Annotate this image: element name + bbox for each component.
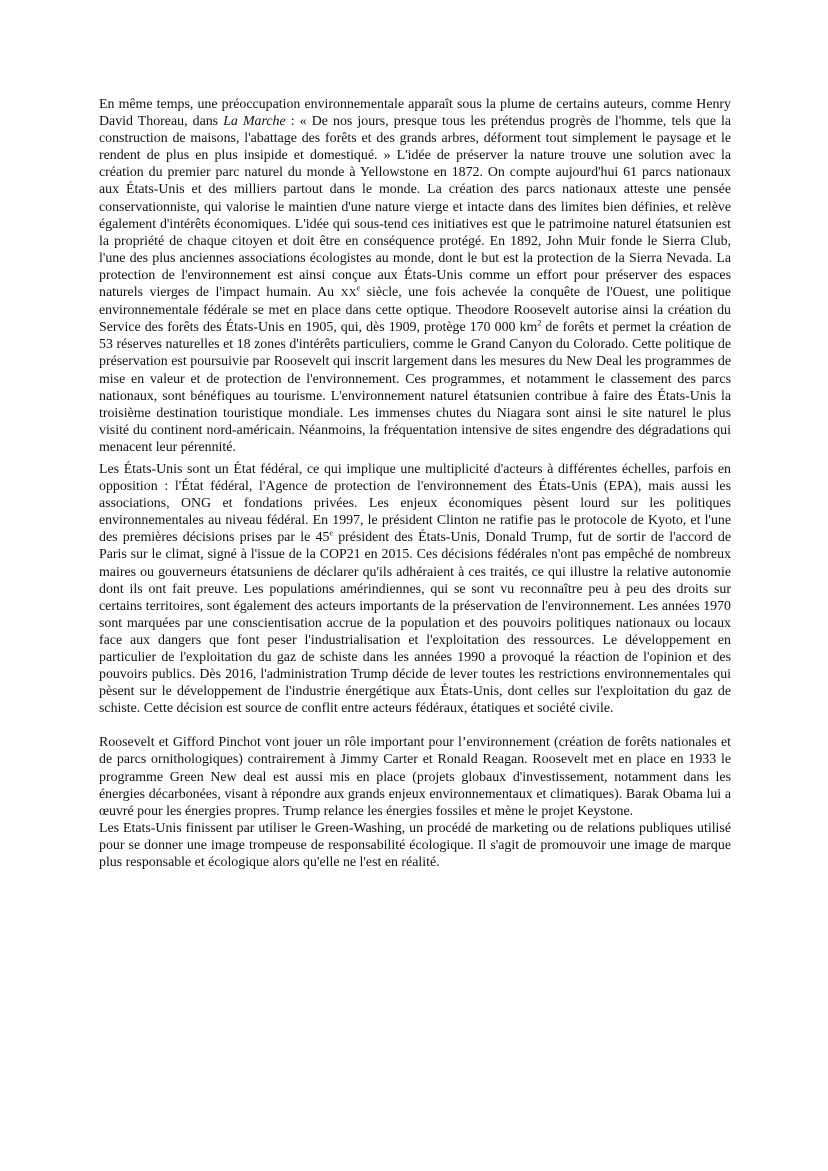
- paragraph-presidents: Roosevelt et Gifford Pinchot vont jouer un rôle important pour l’environnement (création de forêts nationales et de parcs ornithologiques) contrairement à Jimmy Carter et Ronald Reagan. Roosevelt met en place en 1933 le programme Green New deal est aussi mis en place (projets globaux d'investissement, notamment dans les énergies décarbonées, visant à répondre aux grands enjeux environnementaux et climatiques). Barak Obama lui a œuvré pour les énergies propres. Trump relance les énergies fossiles et mène le projet Keystone.: [99, 735, 731, 819]
- km-squared-superscript: 2: [537, 318, 542, 328]
- paragraph-spacer: [99, 717, 731, 734]
- century-superscript: e: [356, 283, 361, 293]
- paragraph-1-text-f: siècle, une fois achevée la conquête de l'Ouest, une politique environnementale fédérale se met en place dans cette optique. Theodore Roosevelt autorise ainsi la création du Service des forêts des États-Unis en 1905, qui, dès 1909, protège 170 000 km: [99, 285, 731, 336]
- paragraph-1-text-c: : « De nos jours, presque tous les prétendus progrès de l'homme, tels que la construction de maisons, l'abattage des forêts et des grands arbres, déforment tout simplement le paysage et le rendent de plus en plus insipide et domestiqué. » L'idée de préserver la nature trouve une solution avec la création du premier parc naturel du monde à Yellowstone en 1872. On compte aujourd'hui 61 parcs nationaux aux États-Unis et des milliers partout dans le monde. La création des parcs nationaux atteste une pensée conservationniste, qui valorise le maintien d'une nature vierge et intacte dans des limites bien définies, et relève également d'intérêts économiques. L'idée qui sous-tend ces initiatives est que le patrimoine naturel étatsunien est la propriété de chaque citoyen et doit être en conséquence protégé. En 1892, John Muir fonde le Sierra Club, l'une des plus anciennes associations écologistes au monde, dont le but est la protection de la Sierra Nevada. La protection de l'environnement est ainsi conçue aux États-Unis comme un effort pour préserver des espaces naturels vierges de l'impact humain. Au: [99, 114, 731, 301]
- document-page: [99, 96, 731, 871]
- paragraph-2-text-a: Les États-Unis sont un État fédéral, ce qui implique une multiplicité d'acteurs à différentes échelles, parfois en opposition : l'État fédéral, l'Agence de protection de l'environnement des États-Unis (EPA), mais aussi les associations, ONG et fondations privées. Les enjeux économiques pèsent lourd sur les politiques environnementales au niveau fédéral. En 1997, le président Clinton ne ratifie pas le protocole de Kyoto, et l'une des premières décisions prises par le 45: [99, 461, 731, 546]
- paragraph-2-text-c: président des États-Unis, Donald Trump, fut de sortir de l'accord de Paris sur le climat, signé à l'issue de la COP21 en 2015. Ces décisions fédérales n'ont pas empêché de nombreux maires ou gouverneurs étatsuniens de déclarer qu'ils adhéraient à ces traités, ce qui illustre la relative autonomie dont ils ont fait preuve. Les populations amérindiennes, qui se sont vu reconnaître peu à peu des droits sur certains territoires, sont également des acteurs importants de la préservation de l'environnement. Les années 1970 sont marquées par une conscientisation accrue de la population et des pouvoirs politiques nationaux ou locaux face aux dangers que font peser l'industrialisation et l'exploitation des ressources. Le développement en particulier de l'exploitation du gaz de schiste dans les années 1990 a provoqué la réaction de l'opinion et des pouvoirs publics. Dès 2016, l'administration Trump décide de lever toutes les restrictions environnementales qui pèsent sur le développement de l'industrie énergétique aux États-Unis, dont celles sur l'exploitation du gaz de schiste. Cette décision est source de conflit entre acteurs fédéraux, étatiques et société civile.: [99, 530, 731, 717]
- century-numeral: XX: [340, 287, 357, 300]
- paragraph-green-washing: Les Etats-Unis finissent par utiliser le Green-Washing, un procédé de marketing ou de relations publiques utilisé pour se donner une image trompeuse de responsabilité écologique. Il s'agit de promouvoir une image de marque plus responsable et écologique alors qu'elle ne l'est en réalité.: [99, 820, 731, 871]
- paragraph-1-text-a: En même temps, une préoccupation environnementale apparaît sous la plume de certains auteurs, comme Henry David Thoreau, dans: [99, 97, 731, 130]
- book-title-la-marche: La Marche: [223, 114, 286, 130]
- paragraph-federal-actors: [99, 461, 731, 717]
- paragraph-1-text-h: de forêts et permet la création de 53 réserves naturelles et 18 zones d'intérêts particuliers, comme le Grand Canyon du Colorado. Cette politique de préservation est poursuivie par Roosevelt qui inscrit largement dans les mesures du New Deal les programmes de mise en valeur et de protection de l'environnement. Ces programmes, et notamment le classement des parcs nationaux, sont bénéfiques au tourisme. L'environnement naturel étatsunien contribue à faire des États-Unis la troisième destination touristique mondiale. Les immenses chutes du Niagara sont ainsi le site naturel le plus visité du continent nord-américain. Néanmoins, la fréquentation intensive de sites engendre des dégradations qui menacent leur pérennité.: [99, 320, 731, 455]
- ordinal-superscript: e: [329, 528, 333, 538]
- paragraph-thoreau-national-parks: [99, 96, 731, 456]
